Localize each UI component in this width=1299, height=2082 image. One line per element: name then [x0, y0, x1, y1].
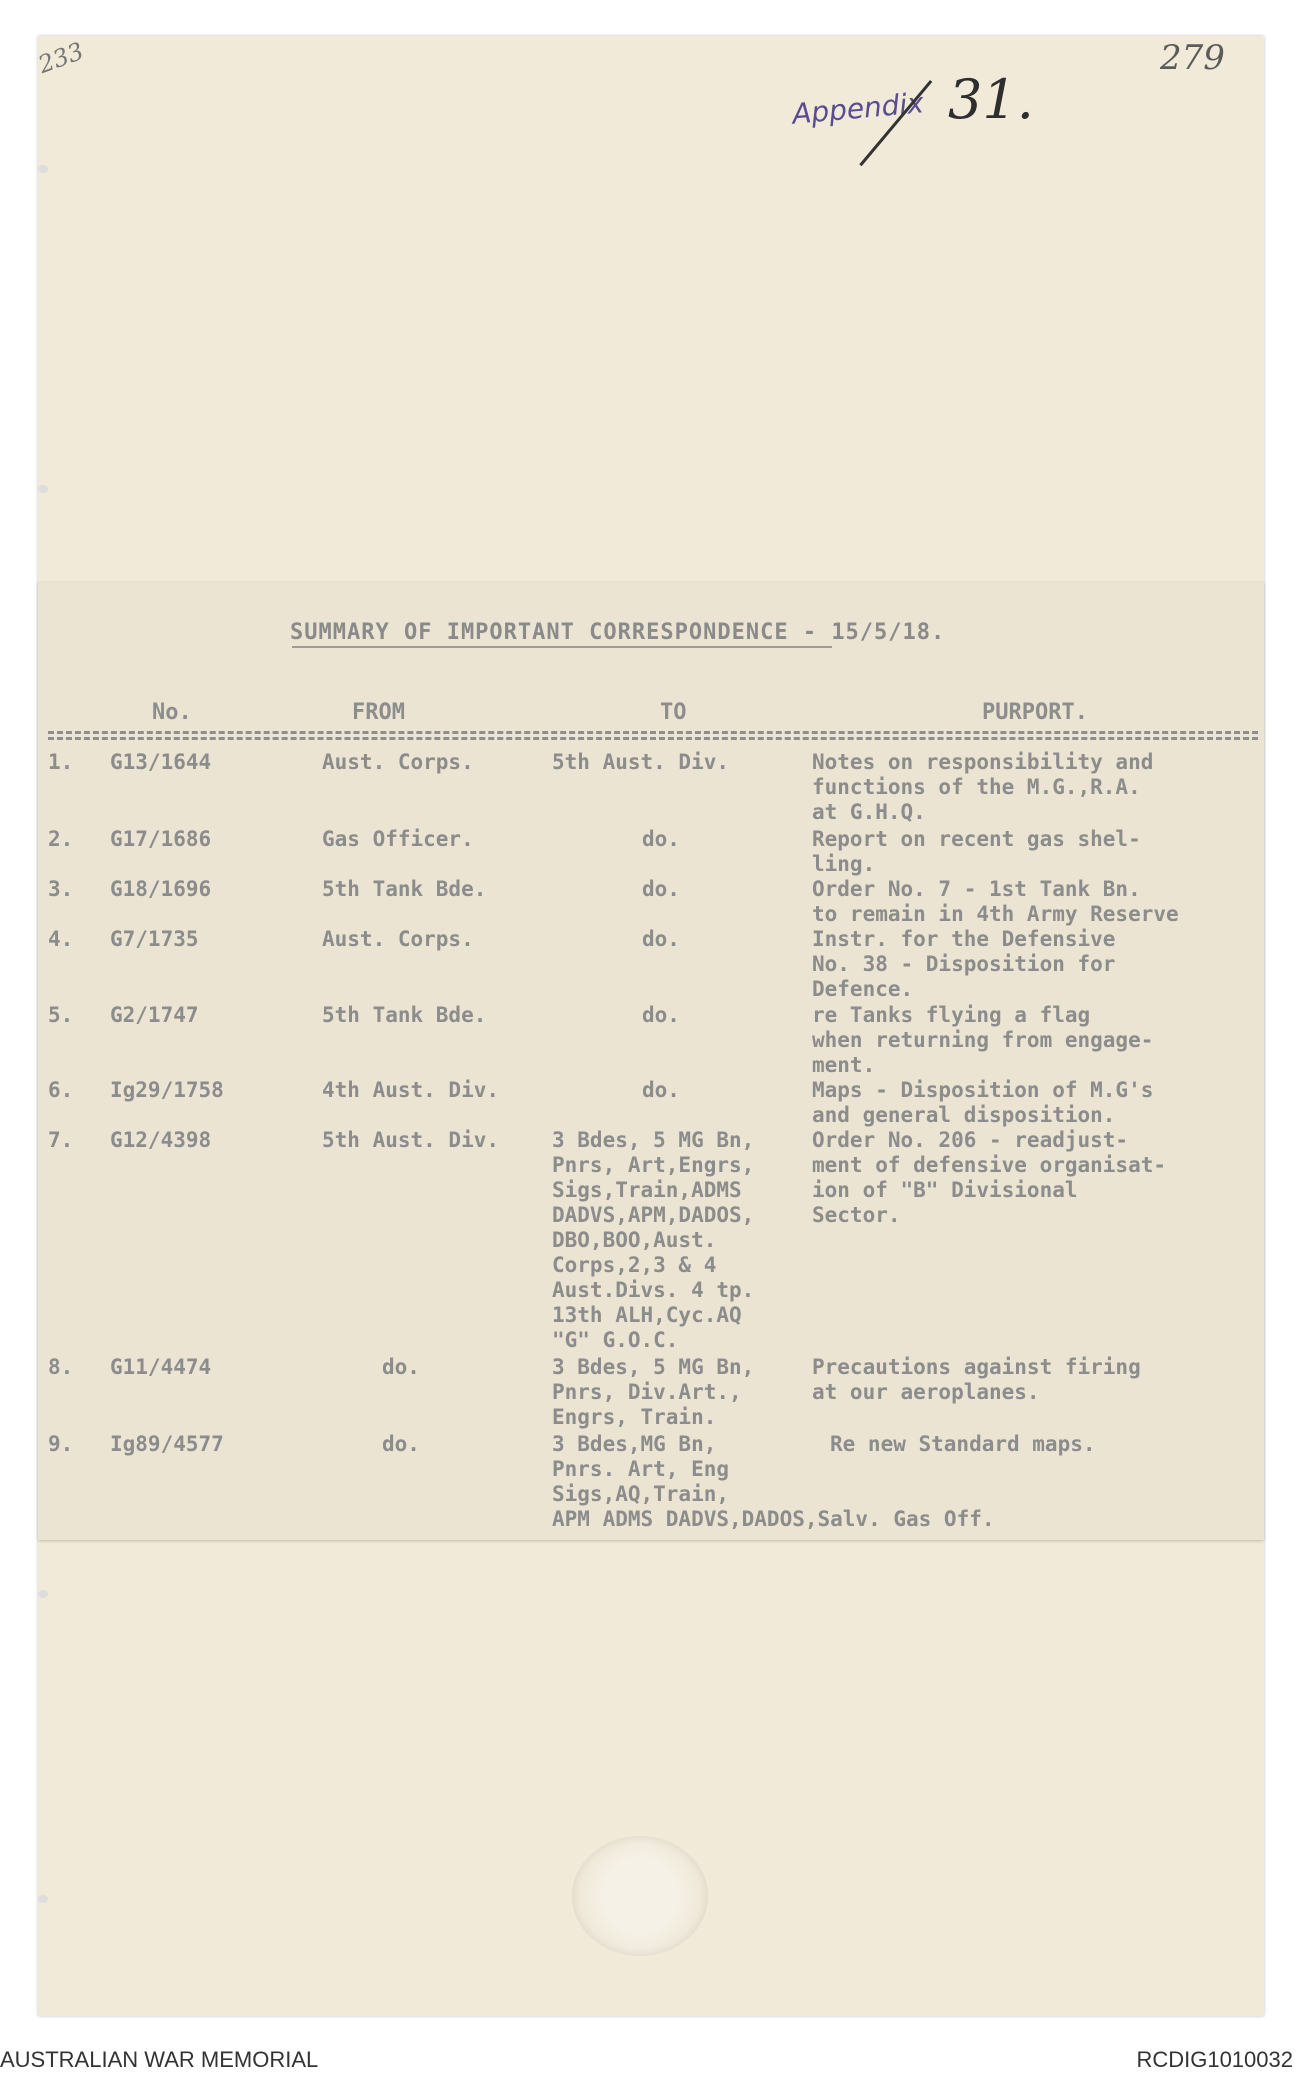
row-from: Aust. Corps. — [322, 927, 474, 951]
row-from: do. — [382, 1355, 420, 1379]
row-purport: Order No. 206 - readjust- ment of defensive organisat- ion of "B" Divisional Sector. — [812, 1128, 1167, 1227]
header-no: No. — [152, 700, 192, 725]
row-purport: re Tanks flying a flag when returning from engage- ment. — [812, 1003, 1154, 1077]
row-index: 4. — [48, 927, 74, 951]
row-reference: G11/4474 — [110, 1355, 212, 1379]
row-index: 7. — [48, 1128, 74, 1152]
row-purport: Re new Standard maps. — [830, 1432, 1096, 1456]
punch-hole — [38, 1895, 48, 1903]
appendix-number: 31. — [948, 68, 1034, 131]
row-reference: Ig29/1758 — [110, 1078, 224, 1102]
row-purport: Precautions against firing at our aeroplanes. — [812, 1355, 1141, 1404]
punch-hole — [38, 485, 48, 493]
row-index: 6. — [48, 1078, 74, 1102]
header-from: FROM — [352, 700, 405, 725]
row-index: 9. — [48, 1432, 74, 1456]
row-to: do. — [642, 877, 680, 901]
appendix-stamp: Appendix — [790, 86, 925, 131]
header-rule — [48, 731, 1258, 734]
row-to: 3 Bdes, 5 MG Bn, Pnrs, Art,Engrs, Sigs,Train,ADMS DADVS,APM,DADOS, DBO,BOO,Aust. Corps,2,3 & 4 Aust.Divs. 4 tp. 13th ALH,Cyc.AQ "G" G.O.C. — [552, 1128, 755, 1352]
folio-number: 279 — [1160, 38, 1225, 78]
title-underline — [292, 646, 832, 648]
row-reference: G12/4398 — [110, 1128, 212, 1152]
corner-pencil-mark: 233 — [34, 37, 88, 79]
row-index: 8. — [48, 1355, 74, 1379]
punch-hole — [38, 165, 48, 173]
row-reference: G17/1686 — [110, 827, 212, 851]
row-reference: G13/1644 — [110, 750, 212, 774]
document-title: SUMMARY OF IMPORTANT CORRESPONDENCE - 15/5/18. — [290, 620, 946, 645]
row-to: do. — [642, 927, 680, 951]
footer-catalogue-id: RCDIG1010032 — [1136, 2047, 1293, 2072]
row-from: 4th Aust. Div. — [322, 1078, 500, 1102]
header-rule — [48, 737, 1258, 740]
row-to: 5th Aust. Div. — [552, 750, 730, 774]
row-purport: Instr. for the Defensive No. 38 - Disposition for Defence. — [812, 927, 1116, 1001]
row-to: do. — [642, 1078, 680, 1102]
row-from: 5th Tank Bde. — [322, 1003, 487, 1027]
row-to: do. — [642, 1003, 680, 1027]
row-reference: G7/1735 — [110, 927, 199, 951]
footer-institution: AUSTRALIAN WAR MEMORIAL — [0, 2047, 319, 2072]
punch-hole — [38, 1590, 48, 1598]
row-index: 3. — [48, 877, 74, 901]
row-index: 2. — [48, 827, 74, 851]
row-to: 3 Bdes, 5 MG Bn, Pnrs, Div.Art., Engrs, Train. — [552, 1355, 755, 1429]
row-from: Gas Officer. — [322, 827, 474, 851]
row-to: 3 Bdes,MG Bn, Pnrs. Art, Eng Sigs,AQ,Train, APM ADMS DADVS,DADOS,Salv. Gas Off. — [552, 1432, 995, 1531]
row-to: do. — [642, 827, 680, 851]
header-purport: PURPORT. — [982, 700, 1088, 725]
row-from: 5th Aust. Div. — [322, 1128, 500, 1152]
row-purport: Report on recent gas shel- ling. — [812, 827, 1141, 876]
row-reference: G18/1696 — [110, 877, 212, 901]
header-to: TO — [660, 700, 687, 725]
row-purport: Maps - Disposition of M.G's and general disposition. — [812, 1078, 1154, 1127]
row-reference: G2/1747 — [110, 1003, 199, 1027]
row-purport: Order No. 7 - 1st Tank Bn. to remain in 4th Army Reserve — [812, 877, 1179, 926]
row-purport: Notes on responsibility and functions of the M.G.,R.A. at G.H.Q. — [812, 750, 1154, 824]
row-from: do. — [382, 1432, 420, 1456]
row-index: 5. — [48, 1003, 74, 1027]
row-index: 1. — [48, 750, 74, 774]
row-reference: Ig89/4577 — [110, 1432, 224, 1456]
row-from: 5th Tank Bde. — [322, 877, 487, 901]
row-from: Aust. Corps. — [322, 750, 474, 774]
embossed-seal — [572, 1836, 708, 1956]
